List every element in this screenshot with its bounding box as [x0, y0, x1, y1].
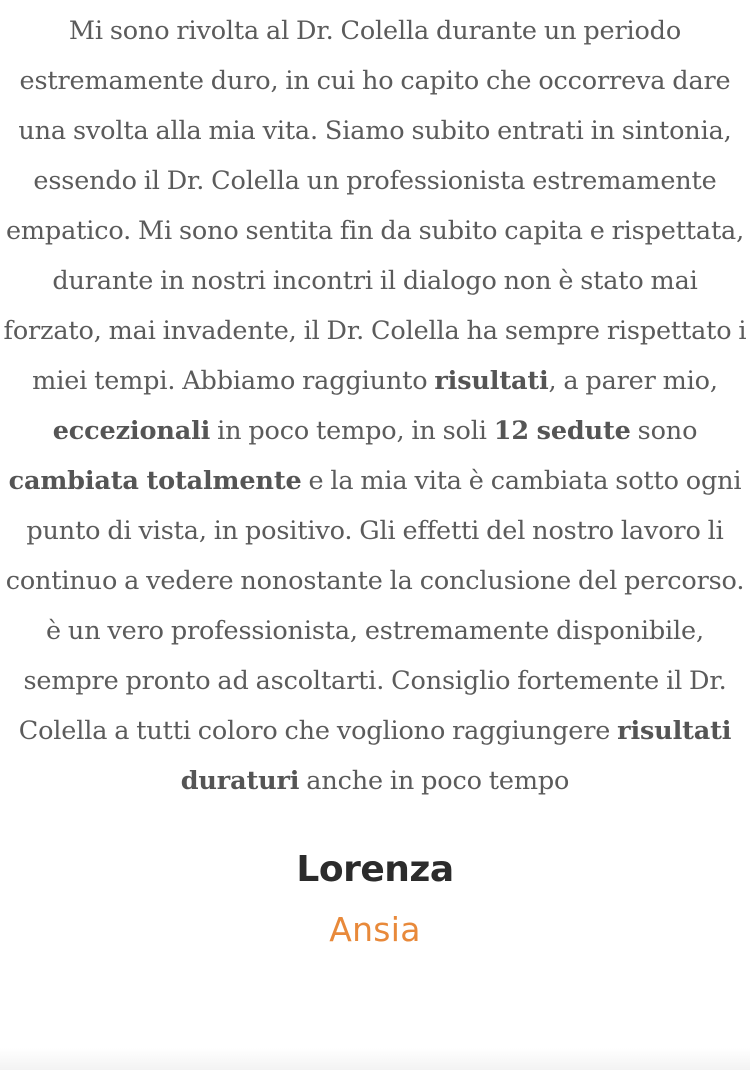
- quote-text: Mi sono rivolta al Dr. Colella durante un periodo estremamente duro, in cui ho capito che occorreva dare una svolta alla mia vita. Siamo subito entrati in sintonia, essendo il Dr. Colella un professionista estremamente empatico. Mi sono sentita fin da subito capita e rispettata, durante in nostri incontri il dialogo non è stato mai forzato, mai invadente, il Dr. Colella ha sempre rispettato i miei tempi. Abbiamo raggiunto: [3, 16, 747, 396]
- quote-highlight-eccezionali: eccezionali: [52, 416, 211, 446]
- quote-text: in poco tempo, in soli: [210, 416, 494, 446]
- quote-text: sono: [630, 416, 698, 446]
- quote-text: , a parer mio,: [548, 366, 718, 396]
- testimonial-author: Lorenza: [296, 849, 454, 890]
- section-divider: [0, 1048, 750, 1070]
- quote-highlight-duraturi: risultati duraturi: [180, 716, 732, 796]
- quote-highlight-sedute: 12 sedute: [493, 416, 631, 446]
- quote-highlight-risultati: risultati: [434, 366, 549, 396]
- quote-text: anche in poco tempo: [299, 766, 570, 796]
- quote-highlight-cambiata: cambiata totalmente: [8, 466, 302, 496]
- quote-text: e la mia vita è cambiata sotto ogni punto di vista, in positivo. Gli effetti del nostro lavoro li continuo a vedere nonostante la conclusione del percorso. è un vero professionista, estremamente disponibile, sempre pronto ad ascoltarti. Consiglio fortemente il Dr. Colella a tutti coloro che vogliono raggiungere: [5, 466, 745, 746]
- testimonial-topic: Ansia: [329, 910, 421, 949]
